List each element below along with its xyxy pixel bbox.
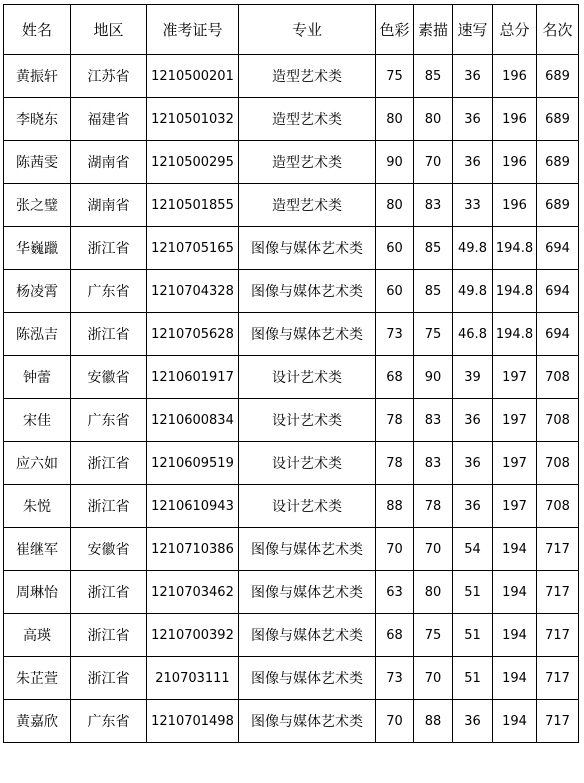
- cell-total-score: 194: [493, 528, 537, 571]
- cell-exam-number: 1210703462: [147, 571, 239, 614]
- cell-quick-sketch-score: 46.8: [453, 313, 493, 356]
- cell-rank: 708: [537, 485, 579, 528]
- cell-color-score: 80: [376, 98, 414, 141]
- cell-sketch-score: 85: [414, 227, 453, 270]
- cell-name: 黄嘉欣: [4, 700, 71, 743]
- cell-rank: 708: [537, 399, 579, 442]
- cell-total-score: 196: [493, 141, 537, 184]
- cell-sketch-score: 70: [414, 657, 453, 700]
- cell-name: 陈茜雯: [4, 141, 71, 184]
- cell-quick-sketch-score: 36: [453, 141, 493, 184]
- cell-exam-number: 1210501855: [147, 184, 239, 227]
- cell-major: 造型艺术类: [239, 98, 376, 141]
- cell-region: 江苏省: [71, 55, 147, 98]
- cell-sketch-score: 83: [414, 442, 453, 485]
- header-total-score: 总分: [493, 5, 537, 55]
- cell-sketch-score: 78: [414, 485, 453, 528]
- cell-rank: 717: [537, 614, 579, 657]
- cell-exam-number: 210703111: [147, 657, 239, 700]
- table-row: [4, 313, 579, 356]
- cell-total-score: 196: [493, 184, 537, 227]
- cell-rank: 689: [537, 141, 579, 184]
- cell-total-score: 194: [493, 614, 537, 657]
- cell-exam-number: 1210609519: [147, 442, 239, 485]
- cell-total-score: 194.8: [493, 227, 537, 270]
- cell-major: 造型艺术类: [239, 184, 376, 227]
- cell-sketch-score: 90: [414, 356, 453, 399]
- table-row: [4, 227, 579, 270]
- cell-quick-sketch-score: 39: [453, 356, 493, 399]
- table-row: [4, 528, 579, 571]
- cell-name: 张之璧: [4, 184, 71, 227]
- header-exam-number: 准考证号: [147, 5, 239, 55]
- cell-quick-sketch-score: 36: [453, 399, 493, 442]
- cell-color-score: 80: [376, 184, 414, 227]
- cell-sketch-score: 83: [414, 399, 453, 442]
- cell-quick-sketch-score: 36: [453, 98, 493, 141]
- table-row: [4, 98, 579, 141]
- cell-major: 图像与媒体艺术类: [239, 571, 376, 614]
- cell-color-score: 73: [376, 313, 414, 356]
- cell-rank: 717: [537, 657, 579, 700]
- table-row: [4, 614, 579, 657]
- cell-quick-sketch-score: 54: [453, 528, 493, 571]
- header-region: 地区: [71, 5, 147, 55]
- cell-sketch-score: 88: [414, 700, 453, 743]
- cell-exam-number: 1210710386: [147, 528, 239, 571]
- header-quick-sketch-score: 速写: [453, 5, 493, 55]
- cell-exam-number: 1210700392: [147, 614, 239, 657]
- cell-major: 设计艺术类: [239, 485, 376, 528]
- cell-exam-number: 1210500295: [147, 141, 239, 184]
- cell-name: 高瑛: [4, 614, 71, 657]
- cell-rank: 708: [537, 356, 579, 399]
- cell-region: 浙江省: [71, 614, 147, 657]
- cell-rank: 717: [537, 528, 579, 571]
- table-row: [4, 270, 579, 313]
- cell-major: 设计艺术类: [239, 399, 376, 442]
- cell-name: 朱芷萱: [4, 657, 71, 700]
- cell-total-score: 194.8: [493, 270, 537, 313]
- cell-region: 广东省: [71, 270, 147, 313]
- cell-quick-sketch-score: 36: [453, 485, 493, 528]
- cell-rank: 694: [537, 227, 579, 270]
- score-table: [3, 4, 579, 743]
- cell-sketch-score: 85: [414, 270, 453, 313]
- cell-exam-number: 1210701498: [147, 700, 239, 743]
- cell-major: 图像与媒体艺术类: [239, 227, 376, 270]
- cell-color-score: 78: [376, 399, 414, 442]
- cell-color-score: 70: [376, 528, 414, 571]
- cell-major: 图像与媒体艺术类: [239, 614, 376, 657]
- table-row: [4, 485, 579, 528]
- cell-rank: 689: [537, 55, 579, 98]
- header-name: 姓名: [4, 5, 71, 55]
- cell-total-score: 194: [493, 657, 537, 700]
- table-row: [4, 356, 579, 399]
- cell-rank: 708: [537, 442, 579, 485]
- table-row: [4, 399, 579, 442]
- cell-name: 应六如: [4, 442, 71, 485]
- cell-quick-sketch-score: 36: [453, 700, 493, 743]
- cell-rank: 694: [537, 313, 579, 356]
- header-sketch-score: 素描: [414, 5, 453, 55]
- cell-name: 周琳怡: [4, 571, 71, 614]
- cell-total-score: 197: [493, 399, 537, 442]
- cell-exam-number: 1210500201: [147, 55, 239, 98]
- cell-exam-number: 1210600834: [147, 399, 239, 442]
- cell-total-score: 194.8: [493, 313, 537, 356]
- cell-rank: 689: [537, 98, 579, 141]
- cell-name: 朱悦: [4, 485, 71, 528]
- cell-rank: 694: [537, 270, 579, 313]
- cell-name: 陈泓吉: [4, 313, 71, 356]
- table-row: [4, 700, 579, 743]
- cell-name: 钟蕾: [4, 356, 71, 399]
- cell-region: 浙江省: [71, 485, 147, 528]
- cell-major: 造型艺术类: [239, 141, 376, 184]
- cell-name: 黄振轩: [4, 55, 71, 98]
- cell-exam-number: 1210705628: [147, 313, 239, 356]
- cell-color-score: 60: [376, 227, 414, 270]
- cell-major: 图像与媒体艺术类: [239, 657, 376, 700]
- cell-exam-number: 1210704328: [147, 270, 239, 313]
- cell-region: 广东省: [71, 399, 147, 442]
- cell-quick-sketch-score: 51: [453, 657, 493, 700]
- cell-sketch-score: 75: [414, 313, 453, 356]
- cell-quick-sketch-score: 36: [453, 55, 493, 98]
- cell-sketch-score: 70: [414, 528, 453, 571]
- cell-name: 杨凌霄: [4, 270, 71, 313]
- cell-region: 安徽省: [71, 356, 147, 399]
- cell-color-score: 78: [376, 442, 414, 485]
- cell-color-score: 88: [376, 485, 414, 528]
- cell-region: 湖南省: [71, 184, 147, 227]
- cell-total-score: 196: [493, 98, 537, 141]
- header-row: [4, 5, 579, 55]
- cell-total-score: 194: [493, 700, 537, 743]
- cell-exam-number: 1210601917: [147, 356, 239, 399]
- cell-color-score: 90: [376, 141, 414, 184]
- cell-quick-sketch-score: 36: [453, 442, 493, 485]
- cell-color-score: 75: [376, 55, 414, 98]
- cell-name: 李晓东: [4, 98, 71, 141]
- cell-region: 福建省: [71, 98, 147, 141]
- score-sheet: [3, 4, 579, 743]
- cell-exam-number: 1210610943: [147, 485, 239, 528]
- header-rank: 名次: [537, 5, 579, 55]
- cell-sketch-score: 83: [414, 184, 453, 227]
- cell-major: 图像与媒体艺术类: [239, 270, 376, 313]
- table-row: [4, 442, 579, 485]
- table-body: [4, 55, 579, 743]
- cell-quick-sketch-score: 33: [453, 184, 493, 227]
- cell-color-score: 68: [376, 356, 414, 399]
- cell-color-score: 60: [376, 270, 414, 313]
- cell-total-score: 197: [493, 442, 537, 485]
- table-row: [4, 141, 579, 184]
- cell-sketch-score: 80: [414, 571, 453, 614]
- cell-region: 浙江省: [71, 313, 147, 356]
- cell-region: 浙江省: [71, 227, 147, 270]
- cell-color-score: 68: [376, 614, 414, 657]
- cell-color-score: 63: [376, 571, 414, 614]
- header-major: 专业: [239, 5, 376, 55]
- cell-rank: 689: [537, 184, 579, 227]
- cell-major: 图像与媒体艺术类: [239, 700, 376, 743]
- cell-total-score: 196: [493, 55, 537, 98]
- cell-region: 浙江省: [71, 571, 147, 614]
- table-row: [4, 657, 579, 700]
- cell-region: 安徽省: [71, 528, 147, 571]
- cell-color-score: 73: [376, 657, 414, 700]
- cell-region: 广东省: [71, 700, 147, 743]
- cell-sketch-score: 70: [414, 141, 453, 184]
- cell-quick-sketch-score: 49.8: [453, 227, 493, 270]
- cell-sketch-score: 75: [414, 614, 453, 657]
- cell-region: 浙江省: [71, 657, 147, 700]
- table-row: [4, 571, 579, 614]
- cell-name: 华巍躐: [4, 227, 71, 270]
- cell-sketch-score: 85: [414, 55, 453, 98]
- cell-total-score: 194: [493, 571, 537, 614]
- cell-major: 造型艺术类: [239, 55, 376, 98]
- cell-sketch-score: 80: [414, 98, 453, 141]
- cell-name: 崔继军: [4, 528, 71, 571]
- cell-major: 设计艺术类: [239, 442, 376, 485]
- cell-quick-sketch-score: 49.8: [453, 270, 493, 313]
- cell-region: 湖南省: [71, 141, 147, 184]
- table-row: [4, 55, 579, 98]
- cell-major: 设计艺术类: [239, 356, 376, 399]
- cell-exam-number: 1210705165: [147, 227, 239, 270]
- cell-quick-sketch-score: 51: [453, 614, 493, 657]
- cell-color-score: 70: [376, 700, 414, 743]
- cell-name: 宋佳: [4, 399, 71, 442]
- cell-total-score: 197: [493, 356, 537, 399]
- cell-region: 浙江省: [71, 442, 147, 485]
- cell-exam-number: 1210501032: [147, 98, 239, 141]
- cell-total-score: 197: [493, 485, 537, 528]
- cell-major: 图像与媒体艺术类: [239, 528, 376, 571]
- cell-major: 图像与媒体艺术类: [239, 313, 376, 356]
- header-color-score: 色彩: [376, 5, 414, 55]
- cell-quick-sketch-score: 51: [453, 571, 493, 614]
- cell-rank: 717: [537, 700, 579, 743]
- cell-rank: 717: [537, 571, 579, 614]
- table-row: [4, 184, 579, 227]
